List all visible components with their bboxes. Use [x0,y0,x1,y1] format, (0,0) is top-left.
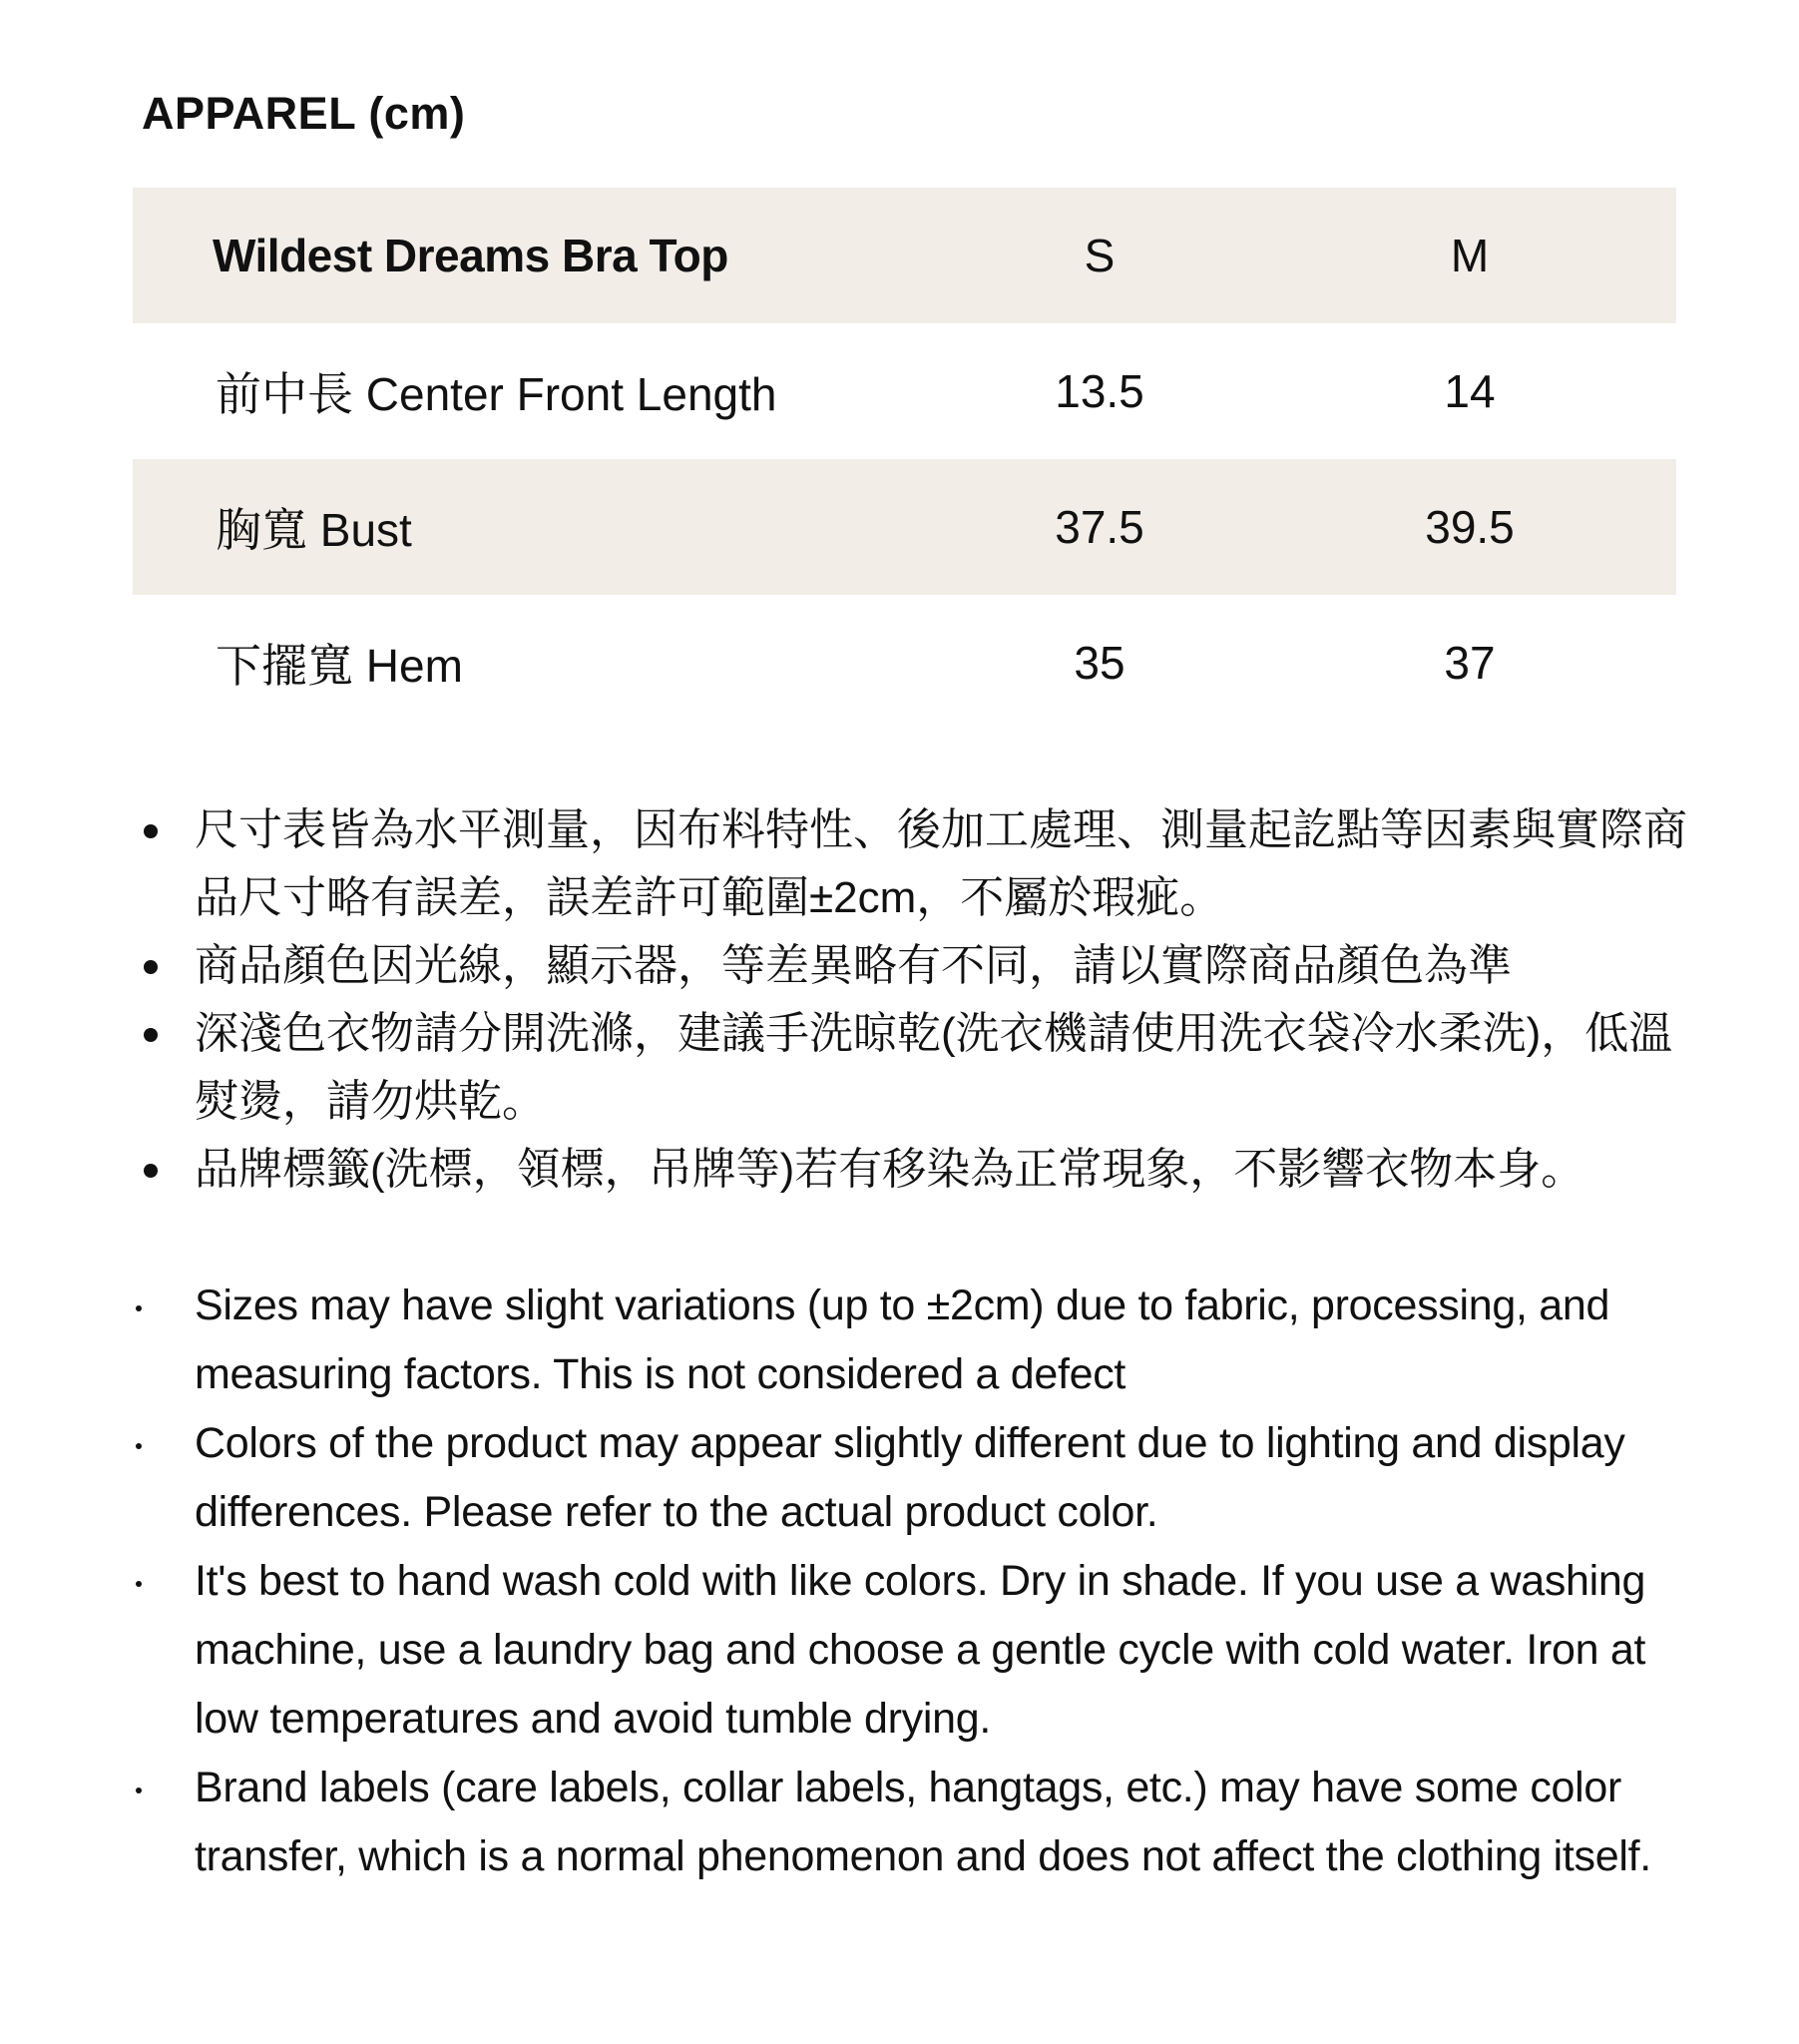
note-item-en: Colors of the product may appear slightly different due to lighting and display differences. Please refer to the actual product color. [133,1409,1694,1547]
product-name: Wildest Dreams Bra Top [213,230,728,281]
table-header-row [133,188,1676,323]
measurement-value-s: 37.5 [1055,501,1144,553]
table-row-center-front-length [133,323,1676,459]
size-header-m: M [1450,230,1490,281]
table-row-bust [133,459,1676,595]
size-table [133,188,1676,731]
note-item-en: It's best to hand wash cold with like colors. Dry in shade. If you use a washing machine, use a laundry bag and choose a gentle cycle with cold water. Iron at low temperatures and avoid tumble drying. [133,1547,1694,1754]
notes-english [133,1272,1694,1891]
measurement-value-m: 37 [1444,637,1496,689]
notes-chinese [133,796,1689,1204]
note-item-zh: 品牌標籤(洗標，領標，吊牌等)若有移染為正常現象，不影響衣物本身。 [133,1136,1689,1204]
measurement-label: 下擺寬 Hem [216,640,463,692]
note-item-zh: 商品顏色因光線，顯示器，等差異略有不同，請以實際商品顏色為準 [133,932,1689,1000]
measurement-label: 胸寬 Bust [216,504,412,556]
measurement-value-m: 39.5 [1425,501,1515,553]
note-item-zh: 深淺色衣物請分開洗滌，建議手洗晾乾(洗衣機請使用洗衣袋冷水柔洗)，低溫熨燙，請勿烘乾。 [133,1000,1689,1136]
measurement-value-s: 13.5 [1055,365,1144,417]
measurement-value-s: 35 [1074,637,1125,689]
section-title: APPAREL (cm) [142,88,466,139]
measurement-value-m: 14 [1444,365,1496,417]
note-item-en: Sizes may have slight variations (up to ±2cm) due to fabric, processing, and measuring factors. This is not considered a defect [133,1272,1694,1409]
table-row-hem [133,595,1676,731]
note-item-zh: 尺寸表皆為水平測量，因布料特性、後加工處理、測量起訖點等因素與實際商品尺寸略有誤差，誤差許可範圍±2cm，不屬於瑕疵。 [133,796,1689,932]
measurement-label: 前中長 Center Front Length [216,368,777,420]
note-item-en: Brand labels (care labels, collar labels, hangtags, etc.) may have some color transfer, which is a normal phenomenon and does not affect the clothing itself. [133,1754,1694,1891]
size-header-s: S [1084,230,1116,281]
